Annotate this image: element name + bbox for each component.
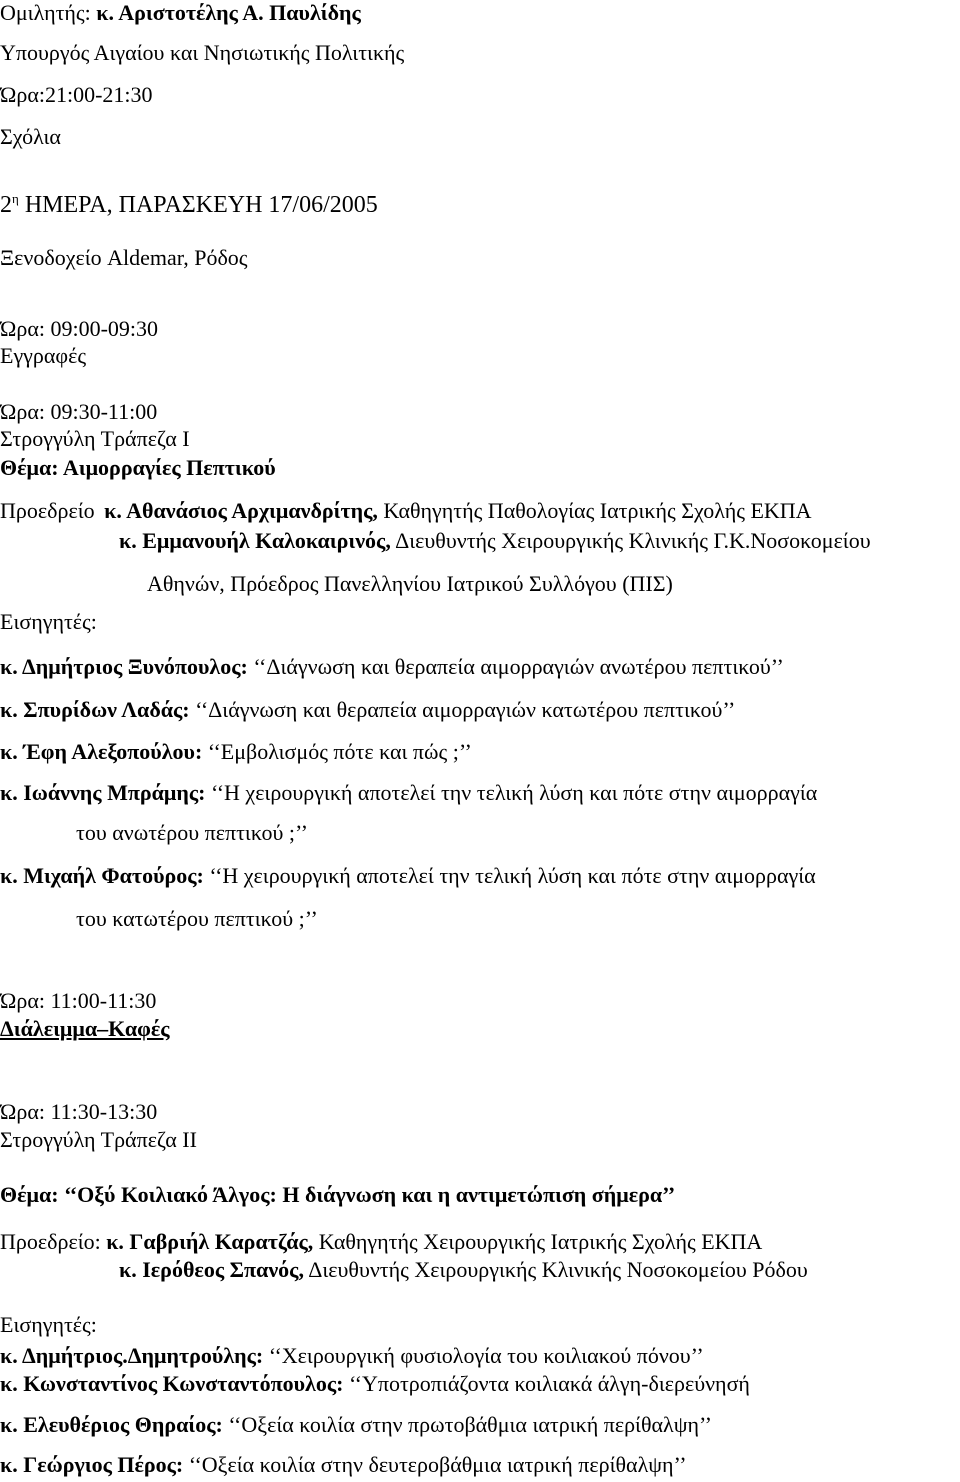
talk-title: ‘‘Υποτροπιάζοντα κοιλιακά άλγη-διερεύνησή (343, 1371, 750, 1396)
talk-speaker: κ. Ιωάννης Μπράμης: (0, 780, 206, 805)
speaker-name: κ. Αριστοτέλης Α. Παυλίδης (96, 0, 361, 25)
talk-title-cont: του ανωτέρου πεπτικού ;’’ (76, 820, 308, 845)
day-number: 2 (0, 192, 12, 218)
talk-speaker: κ. Γεώργιος Πέρος: (0, 1452, 184, 1477)
talk-item (0, 654, 784, 680)
venue: Ξενοδοχείο Aldemar, Ρόδος (0, 245, 248, 270)
talk-item (0, 1343, 704, 1369)
speaker-line (0, 0, 361, 26)
talk-title: ‘‘Διάγνωση και θεραπεία αιμορραγιών κατωτέρου πεπτικού’’ (189, 697, 736, 722)
talk-item (0, 1371, 750, 1397)
registration-label: Εγγραφές (0, 343, 87, 368)
roundtable1-chair2 (119, 528, 871, 554)
day-heading (0, 192, 378, 218)
presidium-label: Προεδρείο: (0, 1229, 107, 1254)
roundtable2-topic: Θέμα: ‘‘Οξύ Κοιλιακό Άλγος: Η διάγνωση και η αντιμετώπιση σήμερα’’ (0, 1182, 676, 1207)
talk-title-cont: του κατωτέρου πεπτικού ;’’ (76, 906, 318, 931)
chair-name: κ. Εμμανουήλ Καλοκαιρινός, (119, 528, 391, 553)
talk-item (0, 697, 735, 723)
roundtable1-chair1 (0, 498, 812, 524)
speaker-label: Ομιλητής: (0, 0, 91, 25)
talk-speaker: κ. Έφη Αλεξοπούλου: (0, 739, 203, 764)
comments-heading: Σχόλια (0, 124, 61, 149)
chair-name: κ. Αθανάσιος Αρχιμανδρίτης, (104, 498, 378, 523)
talk-speaker: κ. Μιχαήλ Φατούρος: (0, 863, 204, 888)
break-time: Ώρα: 11:00-11:30 (0, 988, 157, 1013)
talk-item (0, 1452, 687, 1478)
chair-role: Διευθυντής Χειρουργικής Κλινικής Γ.Κ.Νοσοκομείου (390, 528, 871, 553)
chair-name: κ. Ιερόθεος Σπανός, (119, 1257, 304, 1282)
talk-item (0, 1412, 712, 1438)
talk-title: ‘‘Εμβολισμός πότε και πώς ;’’ (202, 739, 472, 764)
roundtable1-speakers-label: Εισηγητές: (0, 609, 97, 634)
chair-role: Καθηγητής Παθολογίας Ιατρικής Σχολής ΕΚΠΑ (377, 498, 812, 523)
roundtable2-time: Ώρα: 11:30-13:30 (0, 1099, 158, 1124)
talk-title: ‘‘Η χειρουργική αποτελεί την τελική λύση και πότε στην αιμορραγία (203, 863, 816, 888)
presidium-label: Προεδρείο (0, 498, 95, 523)
talk-item (0, 739, 472, 765)
talk-item (0, 780, 817, 806)
talk-speaker: κ. Δημήτριος.Δημητρούλης: (0, 1343, 264, 1368)
roundtable2-title: Στρογγύλη Τράπεζα ΙΙ (0, 1127, 197, 1152)
roundtable2-speakers-label: Εισηγητές: (0, 1312, 97, 1337)
registration-time: Ώρα: 09:00-09:30 (0, 316, 159, 341)
talk-title: ‘‘Οξεία κοιλία στην δευτεροβάθμια ιατρική περίθαλψη’’ (183, 1452, 687, 1477)
chair-role: Διευθυντής Χειρουργικής Κλινικής Νοσοκομείου Ρόδου (303, 1257, 808, 1282)
roundtable2-chair1 (0, 1229, 762, 1255)
speaker-role: Υπουργός Αιγαίου και Νησιωτικής Πολιτικής (0, 40, 405, 65)
talk-title: ‘‘Διάγνωση και θεραπεία αιμορραγιών ανωτέρου πεπτικού’’ (247, 654, 784, 679)
break-label: Διάλειμμα–Καφές (0, 1016, 170, 1041)
chair-name: κ. Γαβριήλ Καρατζάς, (106, 1229, 314, 1254)
talk-speaker: κ. Δημήτριος Ξυνόπουλος: (0, 654, 248, 679)
talk-item (0, 863, 816, 889)
roundtable1-topic: Θέμα: Αιμορραγίες Πεπτικού (0, 455, 276, 480)
roundtable2-chair2 (119, 1257, 808, 1283)
talk-speaker: κ. Σπυρίδων Λαδάς: (0, 697, 190, 722)
talk-speaker: κ. Ελευθέριος Θηραίος: (0, 1412, 223, 1437)
roundtable1-title: Στρογγύλη Τράπεζα Ι (0, 426, 190, 451)
talk-title: ‘‘Η χειρουργική αποτελεί την τελική λύση και πότε στην αιμορραγία (205, 780, 818, 805)
talk-speaker: κ. Κωνσταντίνος Κωνσταντόπουλος: (0, 1371, 344, 1396)
talk-title: ‘‘Οξεία κοιλία στην πρωτοβάθμια ιατρική περίθαλψη’’ (222, 1412, 712, 1437)
day-text: ΗΜΕΡΑ, ΠΑΡΑΣΚΕΥΗ 17/06/2005 (18, 192, 378, 218)
talk-title: ‘‘Χειρουργική φυσιολογία του κοιλιακού πόνου’’ (263, 1343, 704, 1368)
day-ordinal: η (12, 191, 19, 206)
chair-role: Καθηγητής Χειρουργικής Ιατρικής Σχολής ΕΚΠΑ (313, 1229, 763, 1254)
roundtable1-time: Ώρα: 09:30-11:00 (0, 399, 158, 424)
roundtable1-chair2-role-cont: Αθηνών, Πρόεδρος Πανελληνίου Ιατρικού Συλλόγου (ΠΙΣ) (147, 571, 673, 596)
session-time: Ώρα:21:00-21:30 (0, 82, 153, 107)
